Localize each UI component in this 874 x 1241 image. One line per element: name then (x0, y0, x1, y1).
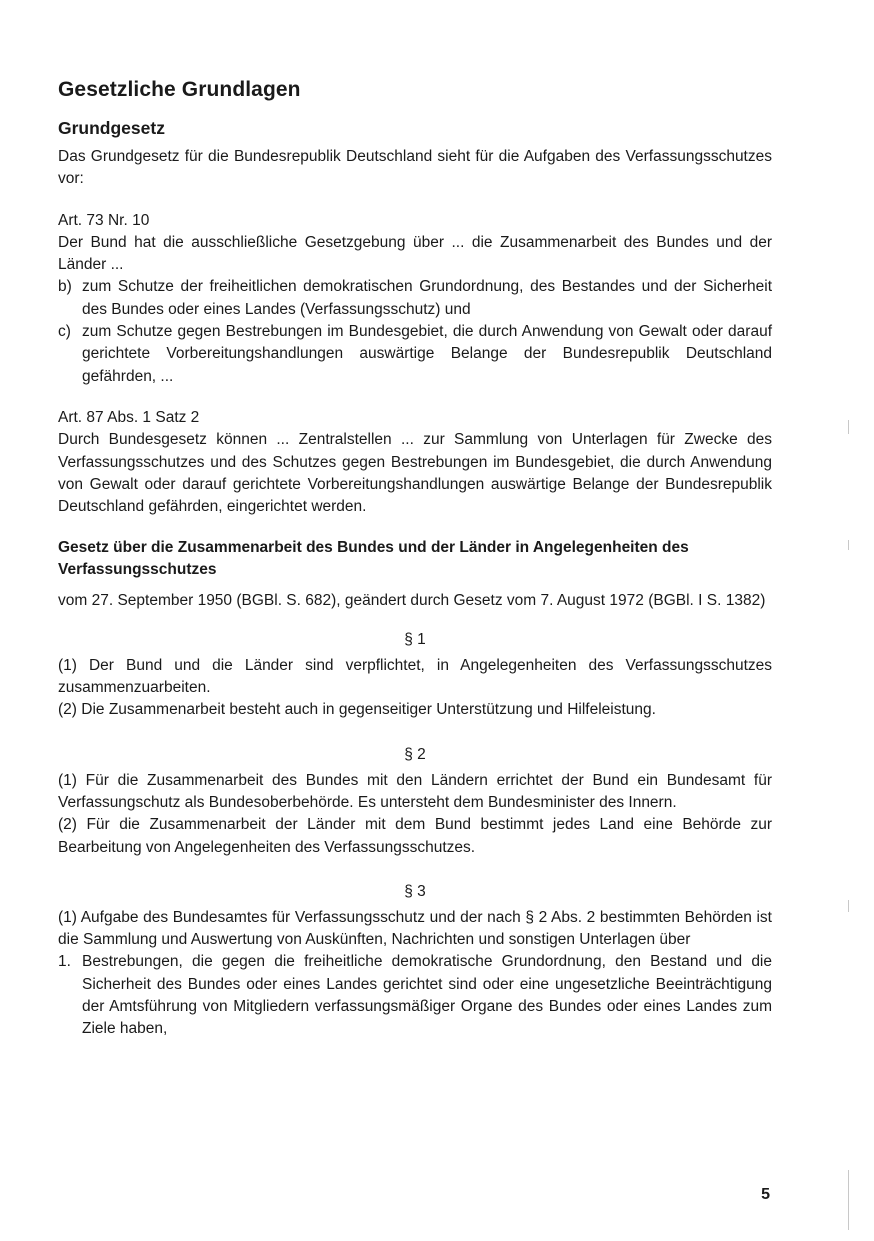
list-marker: b) (58, 278, 72, 296)
paragraph-2-abs-1: (1) Für die Zusammenarbeit des Bundes mit den Ländern errichtet der Bund ein Bundesamt für Verfassungschutz als Bundesoberbehörde. Es untersteht dem Bundesminister des Innern. (58, 771, 772, 811)
article-73 (58, 210, 772, 388)
article-73-list (58, 276, 772, 387)
article-87-text: Durch Bundesgesetz können ... Zentralstellen ... zur Sammlung von Unterlagen für Zwecke des Verfassungsschutzes und des Schutzes gegen Bestrebungen im Bundesgebiet, die durch Anwendung von Gewalt oder darauf gerichtete Vorbereitungshandlungen auswärtige Belange der Bundesrepublik Deutschland gefährden, eingerichtet werden. (58, 431, 772, 516)
paragraph-2-label: § 2 (404, 745, 426, 763)
list-text: zum Schutze der freiheitlichen demokratischen Grundordnung, des Bestandes und der Sicherheit des Bundes oder eines Landes (Verfassungsschutz) und (82, 278, 772, 318)
paragraph-3-abs-1: (1) Aufgabe des Bundesamtes für Verfassungsschutz und der nach § 2 Abs. 2 bestimmten Behörden ist die Sammlung und Auswertung von Auskünften, Nachrichten und sonstigen Unterlagen über (58, 908, 772, 949)
list-text: zum Schutze gegen Bestrebungen im Bundesgebiet, die durch Anwendung von Gewalt oder darauf gerichtete Vorbereitungshandlungen auswärtige Belange der Bundesrepublik Deutschland gefährden, ... (82, 323, 772, 385)
list-item (58, 321, 772, 388)
article-73-reference: Art. 73 Nr. 10 (58, 211, 150, 229)
section-heading-gesetz: Gesetz über die Zusammenarbeit des Bundes und der Länder in Angelegenheiten des Verfassungsschutzes (58, 539, 689, 579)
section-heading-grundgesetz: Grundgesetz (58, 118, 165, 138)
list-item (58, 276, 772, 321)
paragraph-2-abs-2: (2) Für die Zusammenarbeit der Länder mit dem Bund bestimmt jedes Land eine Behörde zur Bearbeitung von Angelegenheiten des Verfassungsschutzes. (58, 816, 772, 856)
paragraph-3-list (58, 951, 772, 1040)
page-title: Gesetzliche Grundlagen (58, 78, 301, 101)
list-item (58, 951, 772, 1040)
scan-edge-mark (848, 900, 849, 912)
scan-edge-mark (848, 1170, 849, 1230)
paragraph-3-label: § 3 (404, 882, 426, 900)
article-73-text: Der Bund hat die ausschließliche Gesetzgebung über ... die Zusammenarbeit des Bundes und der Länder ... (58, 233, 772, 274)
gesetz-dates: vom 27. September 1950 (BGBl. S. 682), geändert durch Gesetz vom 7. August 1972 (BGBl. I S. 1382) (58, 592, 766, 610)
list-marker: 1. (58, 953, 71, 971)
article-87-reference: Art. 87 Abs. 1 Satz 2 (58, 408, 200, 426)
scan-edge-mark (848, 540, 849, 550)
paragraph-1-abs-1: (1) Der Bund und die Länder sind verpflichtet, in Angelegenheiten des Verfassungsschutzes zusammenzuarbeiten. (58, 656, 772, 697)
paragraph-1-label: § 1 (404, 630, 426, 648)
article-87 (58, 407, 772, 518)
paragraph-1-abs-2: (2) Die Zusammenarbeit besteht auch in gegenseitiger Unterstützung und Hilfeleistung. (58, 701, 656, 719)
document-page (58, 74, 772, 1041)
grundgesetz-intro: Das Grundgesetz für die Bundesrepublik Deutschland sieht für die Aufgaben des Verfassungsschutzes vor: (58, 148, 772, 188)
list-marker: c) (58, 323, 71, 341)
scan-edge-mark (848, 420, 849, 434)
page-number: 5 (761, 1186, 770, 1203)
list-text: Bestrebungen, die gegen die freiheitliche demokratische Grundordnung, den Bestand und die Sicherheit des Bundes oder eines Landes gerichtet sind oder eine ungesetzliche Beeinträchtigung der Amtsführung von Mitgliedern verfassungsmäßiger Organe des Bundes oder eines Landes zum Ziele haben, (82, 953, 772, 1038)
